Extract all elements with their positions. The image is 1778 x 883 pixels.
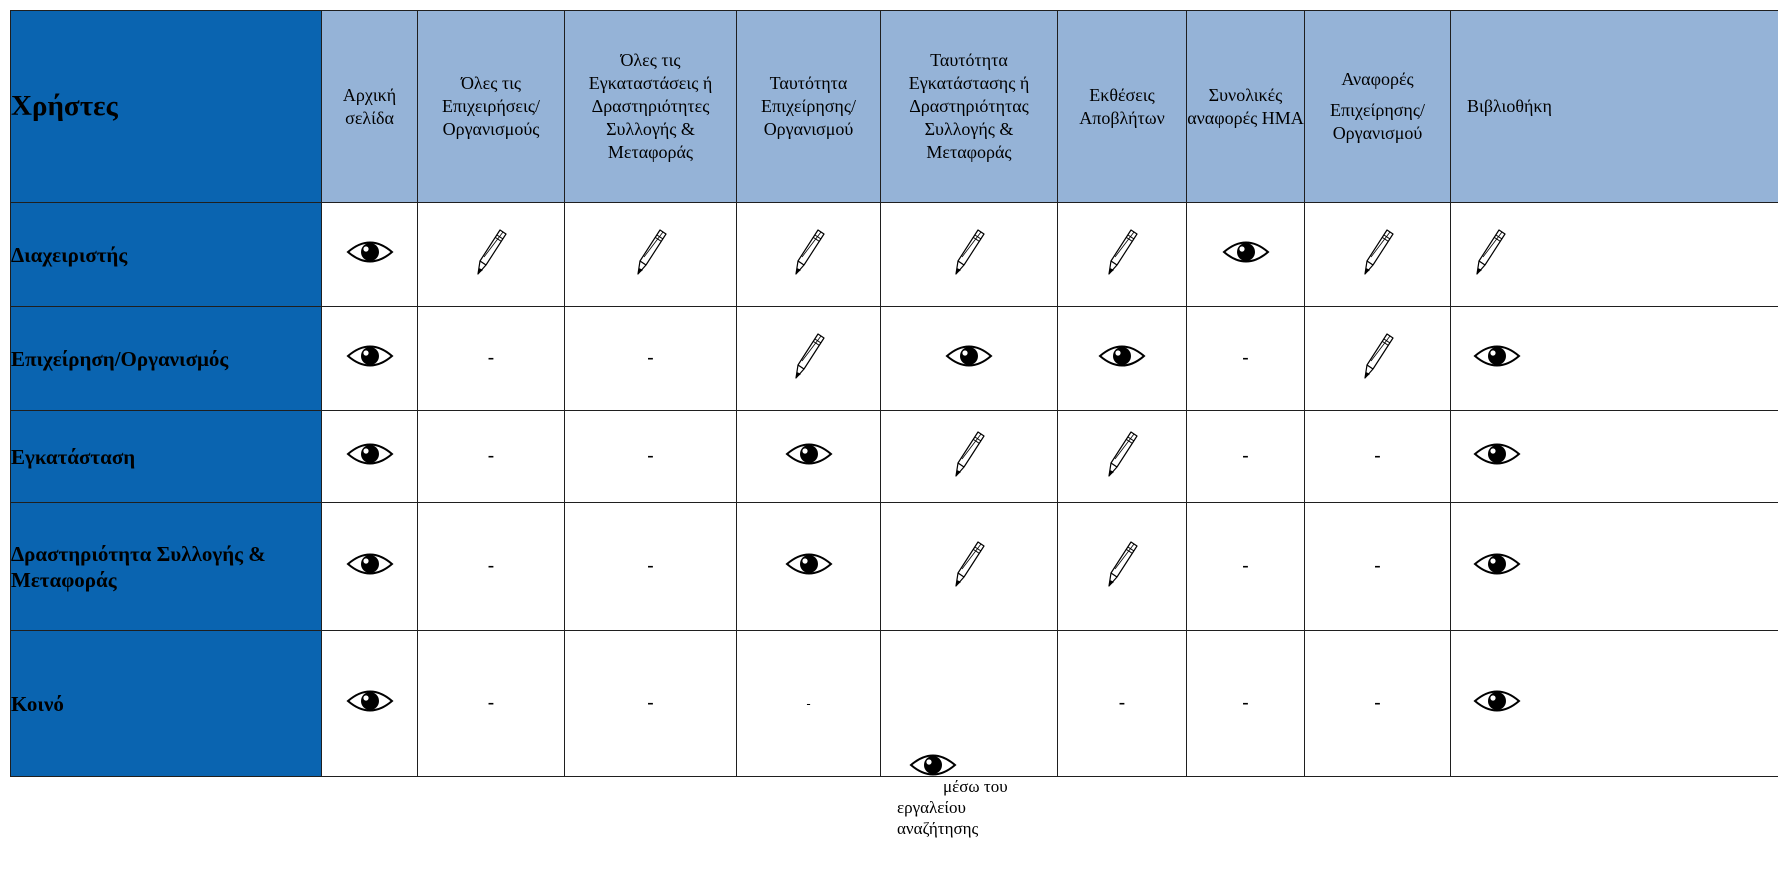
permission-cell [322,203,418,307]
no-access-dash: - [647,347,654,369]
permission-cell [418,503,565,631]
permission-cell [322,503,418,631]
eye-icon [346,343,394,374]
permission-cell [1305,503,1451,631]
col-library: Βιβλιοθήκη [1451,11,1778,203]
permission-cell [565,203,737,307]
permission-cell [881,503,1058,631]
eye-icon [1473,441,1521,472]
permission-cell [1451,203,1778,307]
permission-cell [737,411,881,503]
eye-icon [346,239,394,270]
col-installation-identity: Ταυτότητα Εγκατάστασης ή Δραστηριότητας Συλλογής & Μεταφοράς [881,11,1058,203]
permission-cell [418,307,565,411]
permission-cell [1305,631,1451,777]
no-access-dash: - [487,692,495,714]
permission-cell [418,203,565,307]
permission-cell [1187,631,1305,777]
eye-icon [1222,239,1270,270]
eye-icon [945,343,993,374]
pencil-icon [952,227,986,282]
table-row [11,411,1778,503]
no-access-dash: - [1374,445,1381,467]
permission-cell [1187,203,1305,307]
pencil-icon [1361,227,1395,282]
permission-cell [881,631,1058,838]
permission-cell [322,411,418,503]
header-row [11,11,1778,203]
permission-cell [565,307,737,411]
note-text-line1: μέσω του [943,776,1008,796]
permission-cell [1451,307,1778,411]
eye-icon [1098,343,1146,374]
permissions-table [10,10,1778,838]
permission-cell [1451,631,1778,777]
no-access-dash: - [487,555,495,577]
permission-cell [1187,411,1305,503]
no-access-dash: - [1242,445,1249,467]
note-text-rest: εργαλείου αναζήτησης [897,797,979,838]
pencil-icon [1361,331,1395,386]
no-access-dash: - [1242,347,1249,369]
pencil-icon [474,227,508,282]
eye-icon [1473,551,1521,582]
col-home: Αρχική σελίδα [322,11,418,203]
permission-cell [1305,411,1451,503]
row-user-label: Επιχείρηση/Οργανισμός [11,307,322,411]
eye-icon [346,551,394,582]
permission-cell [1058,411,1187,503]
permission-cell [1305,203,1451,307]
permission-cell [1058,307,1187,411]
no-access-dash: - [1374,692,1381,714]
no-access-dash: - [647,692,654,714]
col-business-reports: Αναφορές Επιχείρησης/ Οργανισμού [1305,11,1451,203]
row-user-label: Εγκατάσταση [11,411,322,503]
pencil-icon [952,429,986,484]
permission-cell [1058,203,1187,307]
no-access-dash: - [647,445,654,467]
eye-icon [346,688,394,719]
permission-cell [565,503,737,631]
pencil-icon [1105,227,1139,282]
permission-cell [737,307,881,411]
permission-cell [418,411,565,503]
permission-cell [737,631,881,777]
permission-cell [881,203,1058,307]
col-waste-reports: Εκθέσεις Αποβλήτων [1058,11,1187,203]
no-access-dash: - [487,445,495,467]
pencil-icon [952,539,986,594]
permission-cell [418,631,565,777]
eye-icon [785,441,833,472]
col-all-installations: Όλες τις Εγκαταστάσεις ή Δραστηριότητες Συλλογής & Μεταφοράς [565,11,737,203]
table-row [11,203,1778,307]
permission-cell [881,411,1058,503]
row-user-label: Διαχειριστής [11,203,322,307]
permission-cell [1187,307,1305,411]
no-access-dash: - [1374,555,1381,577]
pencil-icon [792,331,826,386]
permission-cell [565,631,737,777]
permission-cell [1058,631,1187,777]
users-header: Χρήστες [11,11,322,203]
col-business-identity: Ταυτότητα Επιχείρησης/ Οργανισμού [737,11,881,203]
eye-icon [1473,688,1521,719]
permission-cell [1451,503,1778,631]
pencil-icon [792,227,826,282]
no-access-dash: - [806,695,811,711]
eye-icon [346,441,394,472]
permission-cell [1187,503,1305,631]
no-access-dash: - [647,555,654,577]
pencil-icon [1105,429,1139,484]
permission-cell [737,203,881,307]
permission-cell [1305,307,1451,411]
pencil-icon [1473,227,1507,282]
col-all-businesses: Όλες τις Επιχειρήσεις/ Οργανισμούς [418,11,565,203]
permission-cell [322,307,418,411]
permission-cell [322,631,418,777]
no-access-dash: - [487,347,495,369]
permission-cell [1451,411,1778,503]
table-row [11,307,1778,411]
permission-cell [737,503,881,631]
col-total-reports: Συνολικές αναφορές ΗΜΑ [1187,11,1305,203]
pencil-icon [634,227,668,282]
eye-icon [1473,343,1521,374]
no-access-dash: - [1242,555,1249,577]
table-row [11,631,1778,777]
permission-cell [565,411,737,503]
no-access-dash: - [1242,692,1249,714]
no-access-dash: - [1118,692,1126,714]
row-user-label: Κοινό [11,631,322,777]
permission-cell [1058,503,1187,631]
pencil-icon [1105,539,1139,594]
table-row [11,503,1778,631]
eye-icon [785,551,833,582]
row-user-label: Δραστηριότητα Συλλογής & Μεταφοράς [11,503,322,631]
permission-cell [881,307,1058,411]
